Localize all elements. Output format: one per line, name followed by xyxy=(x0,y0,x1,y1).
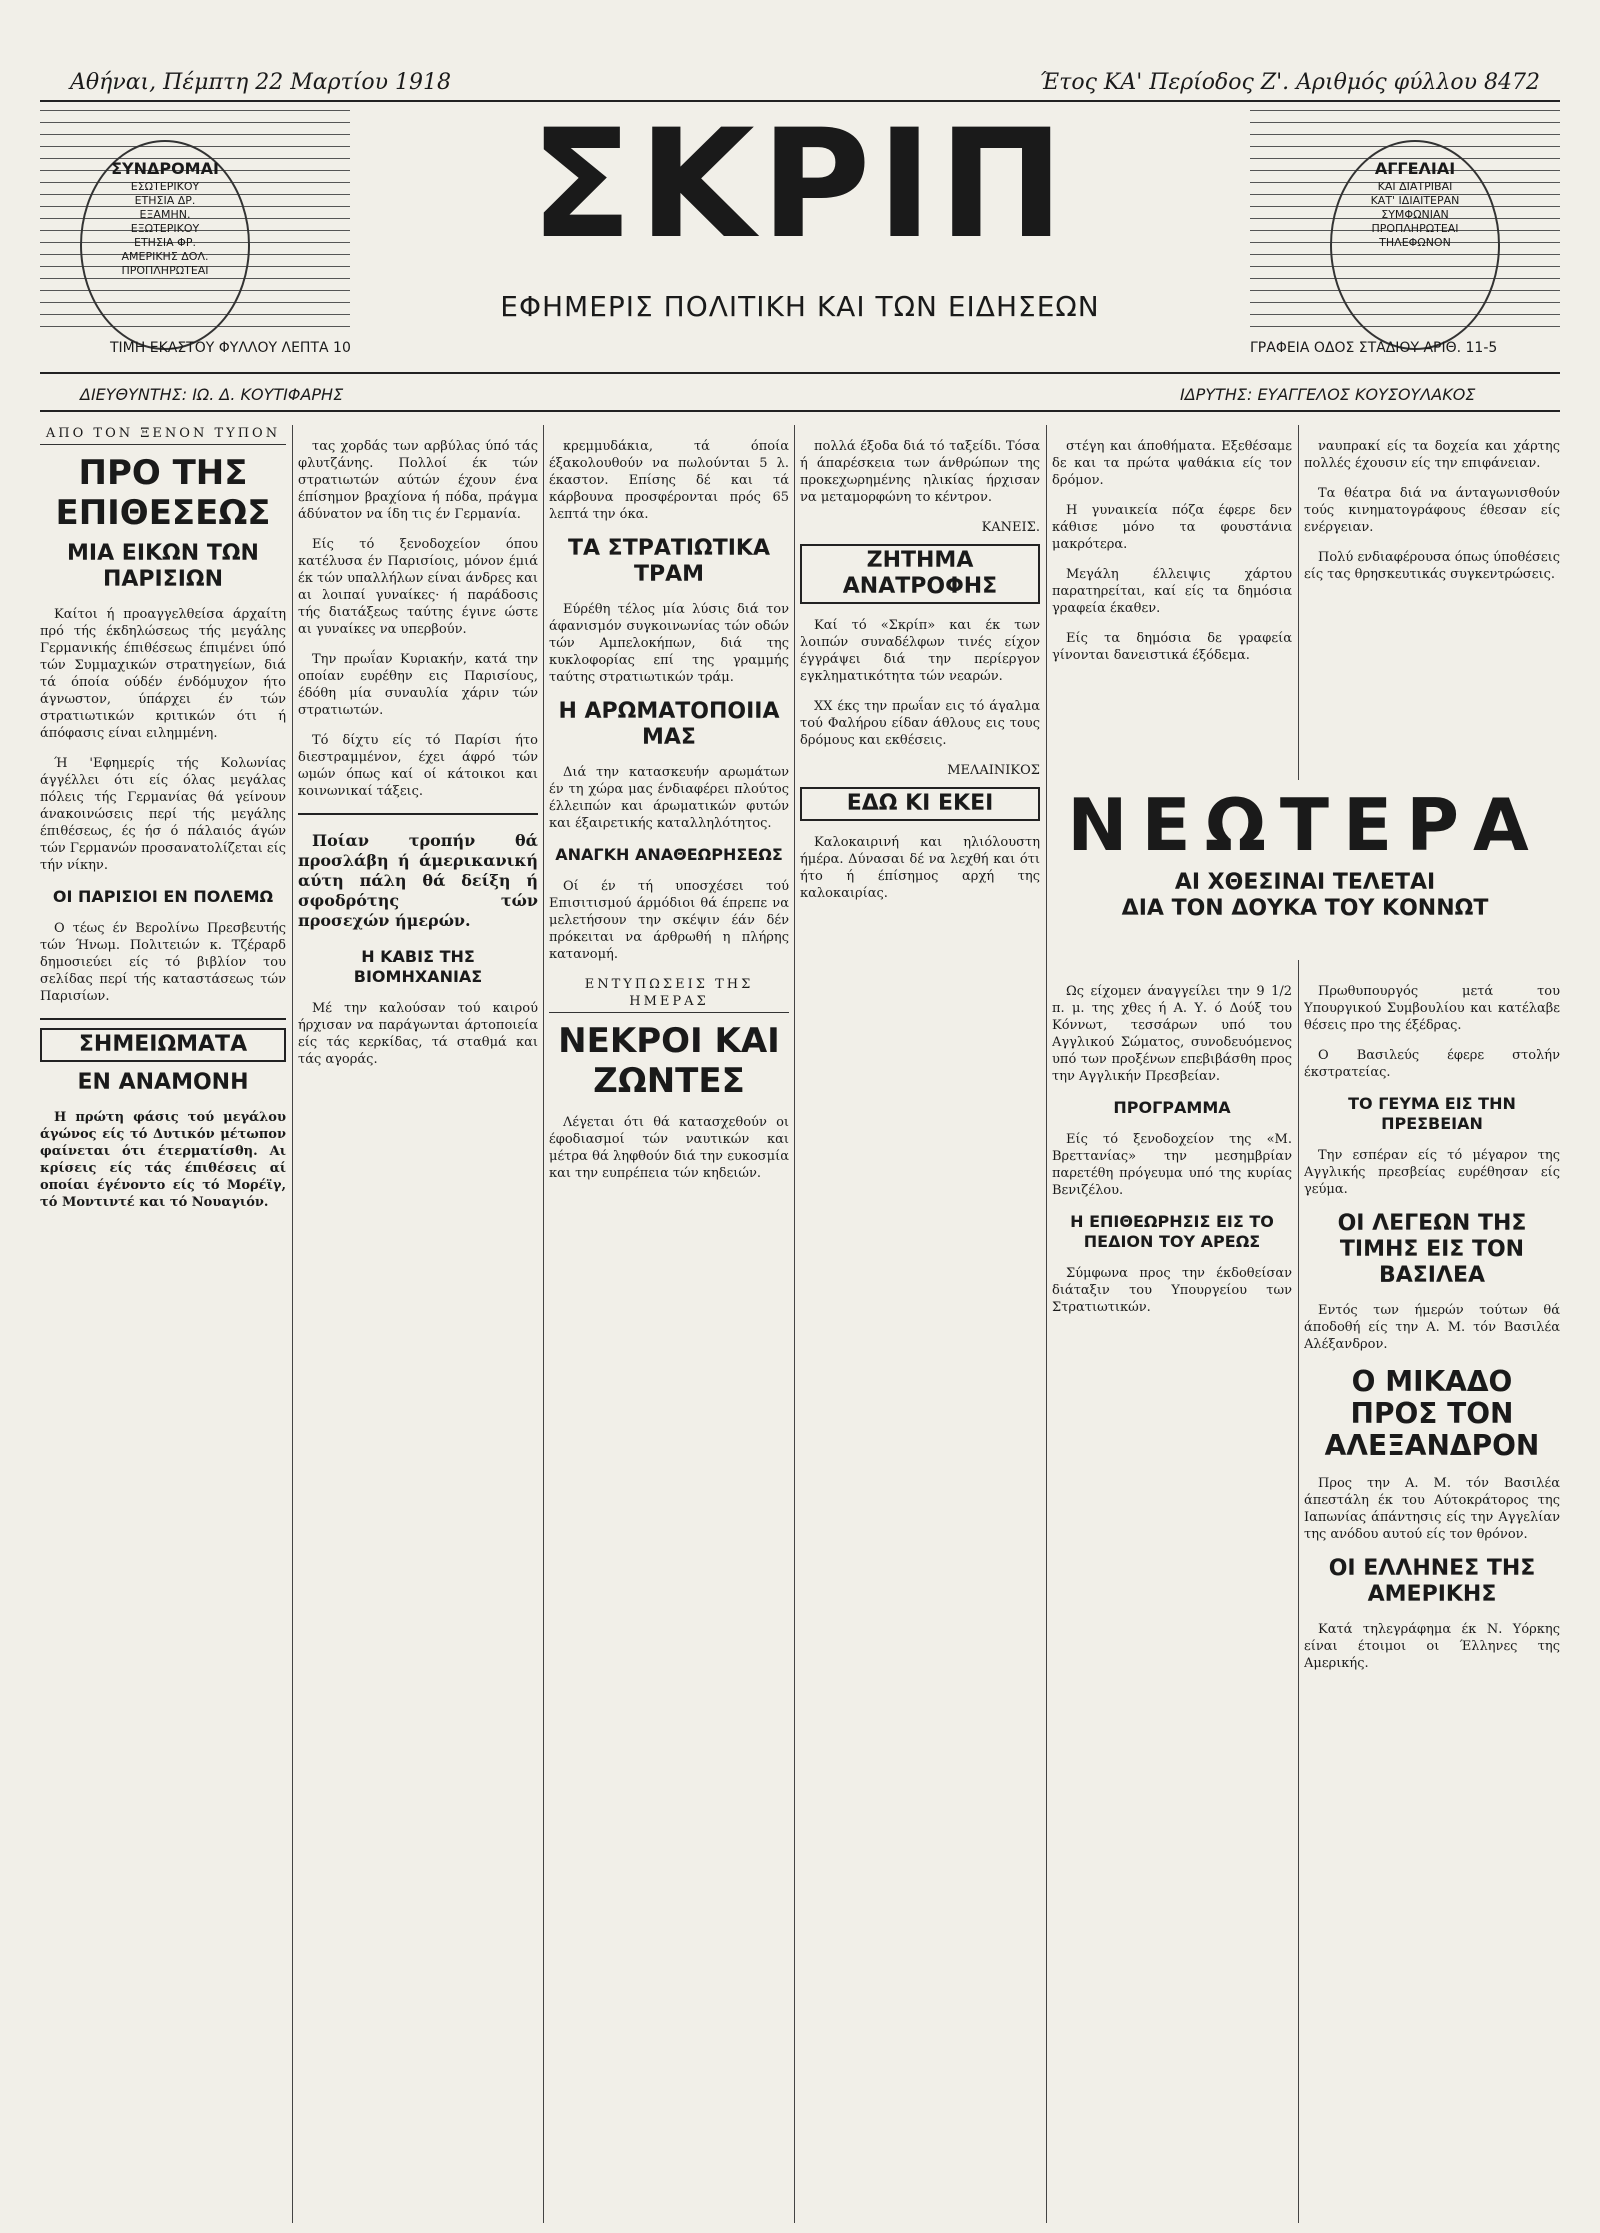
article-headline: Ο ΜΙΚΑΔΟ ΠΡΟΣ ΤΟΝ ΑΛΕΞΑΝΔΡΟΝ xyxy=(1324,1365,1540,1462)
article-text: τας χορδάς των αρβύλας ύπό τάς φλυτζάνης. Πολλοί έκ τών στρατιωτών αύτών έχουν ένα έπίσημον βραχίονα ή πόδα, πράγμα άδύνατον να ίδη τις έν Γερμανία. xyxy=(298,439,538,522)
article-text: Μέ την καλούσαν τού καιρού ήρχισαν να παράγωνται άρτοποιεία είς τάς κερκίδας, τά σταθμά και τάς αγοράς. xyxy=(298,1001,538,1067)
column-3 xyxy=(549,425,789,2223)
masthead-rule xyxy=(40,372,1560,374)
issue-line: Έτος ΚΑ' Περίοδος Ζ'. Αριθμός φύλλου 8472 xyxy=(1039,70,1540,95)
column-separator xyxy=(292,425,293,2223)
ads-line: ΚΑΤ' ΙΔΙΑΙΤΕΡΑΝ xyxy=(1370,194,1460,207)
article-text: Την εσπέραν είς τό μέγαρον της Αγγλικής πρεσβείας ευρέθησαν είς γεύμα. xyxy=(1304,1148,1560,1197)
section-headline: ΣΗΜΕΙΩΜΑΤΑ xyxy=(40,1028,286,1062)
ads-line: ΚΑΙ ΔΙΑΤΡΙΒΑΙ xyxy=(1377,180,1453,193)
column-4 xyxy=(800,425,1040,2223)
article-text: Είς τό ξενοδοχείον όπου κατέλυσα έν Παρισίοις, μόνον έμιά έκ τών υπαλλήλων είναι άνδρες και αι λοιπαί γυναίκες· ή παράδοσις τής διατάξεως ταύτης έγινε ώστε αι γυναίκες να υπερβούν. xyxy=(298,537,538,637)
article-text: Καί τό «Σκρίπ» και έκ των λοιπών συναδέλφων τινές είχον έγγράψει διά την περίεργον εγκληματικότητα τών νεαρών. xyxy=(800,618,1040,684)
ads-title: ΑΓΓΕΛΙΑΙ xyxy=(1374,159,1456,178)
article-headline: ΑΝΑΓΚΗ ΑΝΑΘΕΩΡΗΣΕΩΣ xyxy=(555,845,783,864)
article-text: Πρωθυπουργός μετά του Υπουργικού Συμβουλίου και κατέλαβε θέσεις προ της έξέδρας. xyxy=(1304,984,1560,1033)
signature: ΚΑΝΕΙΣ. xyxy=(981,520,1040,535)
sub-line: ΑΜΕΡΙΚΗΣ ΔΟΛ. xyxy=(121,250,209,263)
article-text: Καλοκαιρινή και ηλιόλουστη ήμέρα. Δύνασαι δέ να λεχθή και ότι ήτο ή έπίσημος αρχή της καλοκαιρίας. xyxy=(800,835,1040,901)
article-text: Εντός των ήμερών τούτων θά άποδοθή είς την Α. Μ. τόν Βασιλέα Αλέξανδρον. xyxy=(1304,1303,1560,1352)
article-text: ναυπρακί είς τα δοχεία και χάρτης πολλές έχουσιν είς την επιφάνειαν. xyxy=(1304,439,1560,471)
article-subhead: ΤΟ ΓΕΥΜΑ ΕΙΣ ΤΗΝ ΠΡΕΣΒΕΙΑΝ xyxy=(1348,1094,1516,1133)
article-text: Οί έν τή υποσχέσει τού Επισιτισμού άρμόδιοι θά έπρεπε να μελετήσουν την σκέψιν έάν δέν πρόκειται να άρθρωθή η πλήρης κατανομή. xyxy=(549,879,789,962)
article-text: Την πρωΐαν Κυριακήν, κατά την οποίαν ευρέθην εις Παρισίους, έδόθη μία συναυλία χάριν τών στρατιωτών. xyxy=(298,652,538,718)
column-6-top xyxy=(1304,425,1560,773)
column-1 xyxy=(40,425,286,2223)
sub-line: ΕΞΩΤΕΡΙΚΟΥ xyxy=(130,222,200,235)
sub-line: ΠΡΟΠΛΗΡΩΤΕΑΙ xyxy=(121,264,209,277)
column-label: ΕΝΤΥΠΩΣΕΙΣ ΤΗΣ ΗΜΕΡΑΣ xyxy=(549,976,789,1013)
article-subhead: ΔΙΑ ΤΟΝ ΔΟΥΚΑ ΤΟΥ ΚΟΝΝΩΤ xyxy=(1121,896,1489,921)
column-separator xyxy=(1046,425,1047,2223)
sub-line: ΕΤΗΣΙΑ ΔΡ. xyxy=(134,194,196,207)
ads-line: ΠΡΟΠΛΗΡΩΤΕΑΙ xyxy=(1371,222,1459,235)
article-text: στέγη και άποθήματα. Εξεθέσαμε δε και τα πρώτα ψαθάκια είς τον δρόμον. xyxy=(1052,439,1292,488)
article-text: Η γυναικεία πόζα έφερε δεν κάθισε μόνο τα φουστάνια μακρότερα. xyxy=(1052,503,1292,552)
article-text: κρεμμυδάκια, τά όποία έξακολουθούν να πωλούνται 5 λ. έκαστον. Επίσης δέ και τά κάρβουνα προσφέρονται πρός 65 λεπτά την όκα. xyxy=(549,439,789,522)
article-text: Τα θέατρα διά να άνταγωνισθούν τούς κινηματογράφους έθεσαν είς ενέργειαν. xyxy=(1304,486,1560,535)
subscriptions-title: ΣΥΝΔΡΟΜΑΙ xyxy=(111,159,219,178)
article-text: Πολύ ενδιαφέρουσα όπως ύποθέσεις είς τας θρησκευτικάς συγκεντρώσεις. xyxy=(1304,550,1560,582)
sub-line: ΕΣΩΤΕΡΙΚΟΥ xyxy=(130,180,200,193)
article-subhead: ΜΙΑ ΕΙΚΩΝ ΤΩΝ ΠΑΡΙΣΙΩΝ xyxy=(67,541,259,592)
article-text: Ο τέως έν Βερολίνω Πρεσβευτής τών Ήνωμ. Πολιτειών κ. Τζέραρδ δημοσιεύει είς τό βιβλίον του σελίδας περί τής καταστάσεως τών Παρισίων. xyxy=(40,921,286,1004)
article-text: Κατά τηλεγράφημα έκ Ν. Υόρκης είναι έτοιμοι οι Έλληνες της Αμερικής. xyxy=(1304,1622,1560,1671)
offices-line: ΓΡΑΦΕΙΑ ΟΔΟΣ ΣΤΑΔΙΟΥ ΑΡΙΘ. 11-5 xyxy=(1250,340,1498,356)
column-separator xyxy=(794,425,795,2223)
column-5-top xyxy=(1052,425,1292,773)
date-line-bar xyxy=(40,70,1560,98)
columns-rule xyxy=(40,410,1560,412)
article-headline: ΟΙ ΕΛΛΗΝΕΣ ΤΗΣ ΑΜΕΡΙΚΗΣ xyxy=(1328,1556,1536,1607)
column-5-bottom xyxy=(1052,970,1292,2223)
article-text: Λέγεται ότι θά κατασχεθούν οι έφοδιασμοί τών ναυτικών και μέτρα θά ληφθούν διά την ευκοσμία και την ευπρέπεια τών κηδειών. xyxy=(549,1115,789,1181)
article-text: Ο Βασιλεύς έφερε στολήν έκστρατείας. xyxy=(1304,1048,1560,1080)
price-line: ΤΙΜΗ ΕΚΑΣΤΟΥ ΦΥΛΛΟΥ ΛΕΠΤΑ 10 xyxy=(110,340,351,356)
column-2 xyxy=(298,425,538,2223)
article-headline: ΤΑ ΣΤΡΑΤΙΩΤΙΚΑ ΤΡΑΜ xyxy=(567,536,771,587)
founder-line: ΙΔΡΥΤΗΣ: ΕΥΑΓΓΕΛΟΣ ΚΟΥΣΟΥΛΑΚΟΣ xyxy=(1180,385,1476,404)
article-text: Τό δίχτυ είς τό Παρίσι ήτο διεστραμμένον, έχει άφρό τών ωμών όπως καί οί κάτοικοι και κοινωνικαί τάξεις. xyxy=(298,733,538,799)
ads-line: ΤΗΛΕΦΩΝΟΝ xyxy=(1379,236,1451,249)
article-text: Διά την κατασκευήν αρωμάτων έν τη χώρα μας ένδιαφέρει πλούτος έλλειπών και άρωματικών φυτών και έξαιρετικής καταλληλότητος. xyxy=(549,765,789,831)
news-header-block xyxy=(1050,780,1560,960)
article-headline: ΑΙ ΧΘΕΣΙΝΑΙ ΤΕΛΕΤΑΙ xyxy=(1174,870,1436,895)
column-separator xyxy=(543,425,544,2223)
article-text: Ως είχομεν άναγγείλει την 9 1/2 π. μ. της χθες ή Α. Υ. ό Δούξ του Κόννωτ, τεσσάρων υπό του Αγγλικού Σώματος, συνοδευόμενος υπό των προξένων επεβιβάσθη προς την Αγγλικήν Πρεσβείαν. xyxy=(1052,984,1292,1084)
article-text: Είς τα δημόσια δε γραφεία γίνονται δανειστικά έξόδεμα. xyxy=(1052,631,1292,663)
article-subhead: ΠΡΟΓΡΑΜΜΑ xyxy=(1113,1098,1231,1117)
ads-line: ΣΥΜΦΩΝΙΑΝ xyxy=(1381,208,1449,221)
director-line: ΔΙΕΥΘΥΝΤΗΣ: ΙΩ. Δ. ΚΟΥΤΙΦΑΡΗΣ xyxy=(80,385,344,404)
newspaper-title: ΣΚΡΙΠ xyxy=(530,98,1070,272)
article-headline: Η ΑΡΩΜΑΤΟΠΟΙΙΑ ΜΑΣ xyxy=(558,699,780,750)
article-subhead: ΟΙ ΠΑΡΙΣΙΟΙ ΕΝ ΠΟΛΕΜΩ xyxy=(52,887,274,906)
column-label: ΑΠΟ ΤΟΝ ΞΕΝΟΝ ΤΥΠΟΝ xyxy=(40,425,286,445)
article-headline: ΟΙ ΛΕΓΕΩΝ ΤΗΣ ΤΙΜΗΣ ΕΙΣ ΤΟΝ ΒΑΣΙΛΕΑ xyxy=(1337,1211,1527,1288)
article-text: Σύμφωνα προς την έκδοθείσαν διάταξιν του Υπουργείου των Στρατιωτικών. xyxy=(1052,1266,1292,1315)
signature: ΜΕΛΑΙΝΙΚΟΣ xyxy=(947,763,1040,778)
article-subhead: Η ΕΠΙΘΕΩΡΗΣΙΣ ΕΙΣ ΤΟ ΠΕΔΙΟΝ ΤΟΥ ΑΡΕΩΣ xyxy=(1070,1212,1274,1251)
newspaper-subtitle: ΕΦΗΜΕΡΙΣ ΠΟΛΙΤΙΚΗ ΚΑΙ ΤΩΝ ΕΙΔΗΣΕΩΝ xyxy=(500,290,1100,323)
boxed-text: Ποίαν τροπήν θά προσλάβη ή άμερικανική αύτη πάλη θά δείξη ή σφοδρότης τών προσεχών ήμερών. xyxy=(298,831,538,930)
article-headline: ΕΔΩ ΚΙ ΕΚΕΙ xyxy=(800,787,1040,821)
section-subhead: ΕΝ ΑΝΑΜΟΝΗ xyxy=(77,1070,249,1095)
news-section-title: ΝΕΩΤΕΡΑ xyxy=(1067,783,1543,867)
article-text: Μεγάλη έλλειψις χάρτου παρατηρείται, καί είς τα δημόσια γραφεία έκαθεν. xyxy=(1052,567,1292,616)
sub-line: ΕΞΑΜΗΝ. xyxy=(139,208,191,221)
article-headline: ΝΕΚΡΟΙ ΚΑΙ ΖΩΝΤΕΣ xyxy=(558,1021,780,1101)
sub-line: ΕΤΗΣΙΑ ΦΡ. xyxy=(134,236,196,249)
article-text: Εύρέθη τέλος μία λύσις διά τον άφανισμόν συγκοινωνίας τών οδών τών Αμπελοκήπων, διά της κυκλοφορίας επί της γραμμής ταύτης στρατιωτικών τράμ. xyxy=(549,602,789,685)
article-text: πολλά έξοδα διά τό ταξείδι. Τόσα ή άπαρέσκεια των άνθρώπων της προκεχωρημένης ηλικίας ήρχισαν να μεταμορφώνη το κέντρον. xyxy=(800,439,1040,505)
article-text: Ή 'Εφημερίς τής Κολωνίας άγγέλλει ότι είς όλας μεγάλας πόλεις τής Γερμανίας θά γείνουν άνακοινώσεις περί τής μεγάλης έπιθέσεως, ές ήσ ό πάλαιός άγών τών Γερμανών προσανατολίζεται είς τήν νίκην. xyxy=(40,756,286,873)
article-text: Είς τό ξενοδοχείον της «Μ. Βρεττανίας» την μεσημβρίαν παρετέθη πρόγευμα υπό της κυρίας Βενιζέλου. xyxy=(1052,1132,1292,1198)
column-6-bottom xyxy=(1304,970,1560,2223)
article-subhead: Η ΚΑΒΙΣ ΤΗΣ ΒΙΟΜΗΧΑΝΙΑΣ xyxy=(353,947,483,986)
article-text: Η πρώτη φάσις τού μεγάλου άγώνος είς τό Δυτικόν μέτωπον φαίνεται ότι έτερματίσθη. Αι κρίσεις είς τάς έπιθέσεις αί οποίαι έγένοντο είς τό Μορέϊγ, τό Μοντιντέ και τό Νουαγιόν. xyxy=(40,1110,286,1210)
article-text: Καίτοι ή προαγγελθείσα άρχαίτη πρό τής έκδηλώσεως τής μεγάλης Γερμανικής έπιθέσεως έπιμένει ύπό τών Συμμαχικών στρατηγείων, διά τά όποία ούδέν ένδόμυχον ήτο άγνωστον, ύπάρχει έν τών στρατιωτικών κριτικών ότι ή άπόφασις είναι ειλημμένη. xyxy=(40,607,286,741)
article-headline: ΖΗΤΗΜΑ ΑΝΑΤΡΟΦΗΣ xyxy=(800,544,1040,604)
article-headline: ΠΡΟ ΤΗΣ ΕΠΙΘΕΣΕΩΣ xyxy=(55,453,271,533)
column-separator xyxy=(1298,425,1299,2223)
article-text: Προς την Α. Μ. τόν Βασιλέα άπεστάλη έκ του Αύτοκράτορος της Ιαπωνίας άπάντησις είς την Αγγελίαν της ανόδου αυτού είς τον θρόνον. xyxy=(1304,1476,1560,1542)
article-text: ΧΧ έκς την πρωΐαν εις τό άγαλμα τού Φαλήρου είδαν άθλους εις τους δρόμους και εκθέσεις. xyxy=(800,699,1040,748)
date-line: Αθήναι, Πέμπτη 22 Μαρτίου 1918 xyxy=(70,70,451,95)
